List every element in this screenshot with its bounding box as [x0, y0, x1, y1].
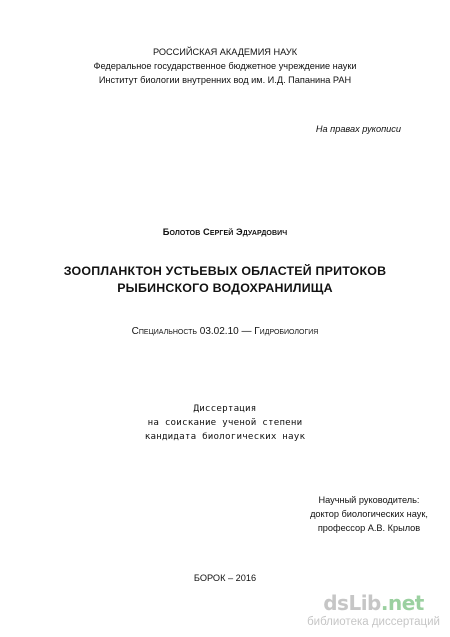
supervisor-line-2: доктор биологических наук,	[310, 509, 428, 519]
dissertation-line-2: на соискание ученой степени	[147, 417, 303, 428]
supervisor-line-3: профессор А.В. Крылов	[317, 523, 421, 533]
watermark-logo-accent: .net	[380, 591, 424, 615]
institution-line-3: Институт биологии внутренних вод им. И.Д. Папанина РАН	[98, 75, 352, 85]
watermark-subtitle: библиотека диссертаций	[307, 616, 440, 628]
specialty: Специальность 03.02.10 — Гидробиология	[131, 326, 319, 337]
dissertation-line-3: кандидата биологических наук	[144, 431, 306, 442]
institution-line-1: РОССИЙСКАЯ АКАДЕМИЯ НАУК	[152, 47, 298, 57]
place-year: БОРОК – 2016	[193, 573, 257, 583]
supervisor-line-1: Научный руководитель:	[318, 495, 420, 505]
dissertation-line-1: Диссертация	[193, 403, 257, 414]
dslib-watermark[interactable]	[307, 592, 440, 629]
author-name: Болотов Сергей Эдуардович	[162, 227, 288, 237]
institution-line-2: Федеральное государственное бюджетное учреждение науки	[93, 61, 357, 71]
title-line-1: ЗООПЛАНКТОН УСТЬЕВЫХ ОБЛАСТЕЙ ПРИТОКОВ	[63, 264, 387, 278]
watermark-logo-main: dsLib	[323, 591, 381, 615]
manuscript-note: На правах рукописи	[315, 124, 401, 134]
watermark-logo	[307, 592, 440, 614]
title-line-2: РЫБИНСКОГО ВОДОХРАНИЛИЩА	[117, 281, 333, 295]
